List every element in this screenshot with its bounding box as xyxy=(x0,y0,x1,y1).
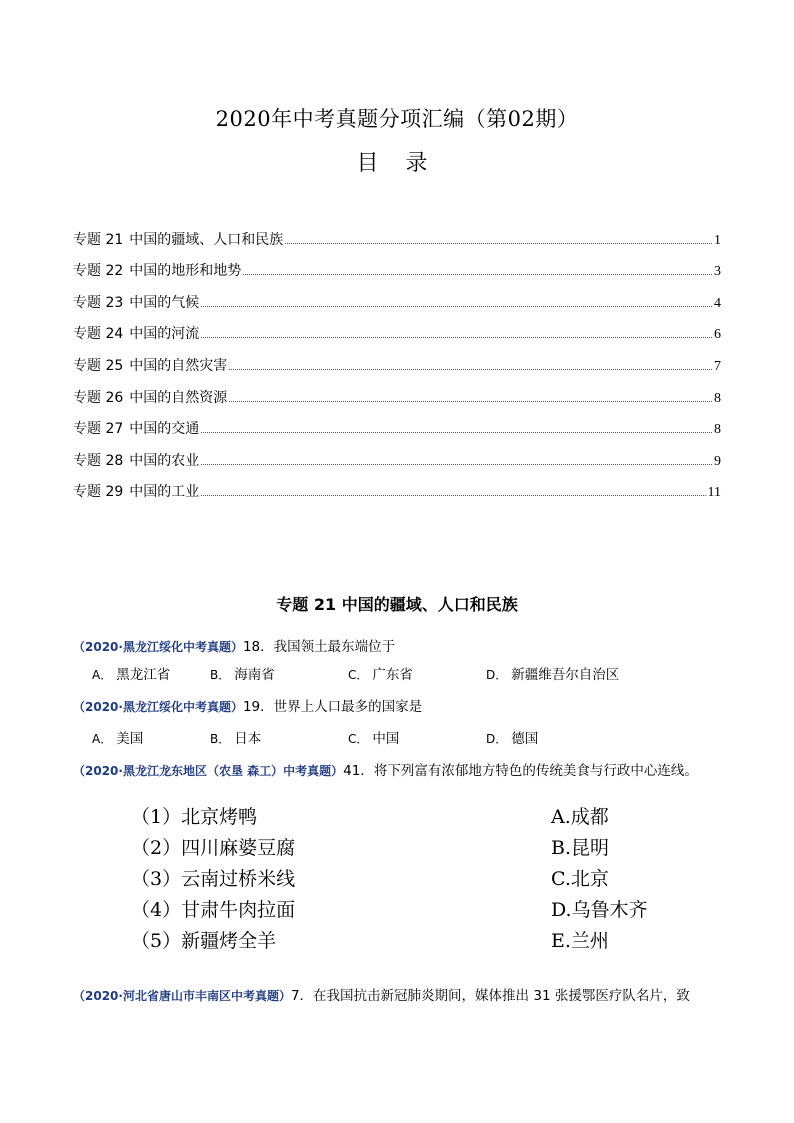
toc-entry-number: 专题 24 xyxy=(73,326,124,343)
answer-option[interactable] xyxy=(486,727,538,747)
matching-left-item[interactable]: （3）云南过桥米线 xyxy=(131,868,296,890)
matching-row xyxy=(131,895,691,926)
toc-entry-number: 专题 25 xyxy=(73,357,124,374)
toc-leader-dots xyxy=(201,432,712,433)
option-letter: D． xyxy=(486,732,508,746)
toc-leader-dots xyxy=(201,495,705,496)
option-text: 黑龙江省 xyxy=(116,667,171,683)
question-source: （2020·黑龙江绥化中考真题） xyxy=(73,700,243,714)
toc-entry[interactable] xyxy=(73,438,721,470)
toc-entry-title: 中国的疆域、人口和民族 xyxy=(129,231,284,248)
toc-leader-dots xyxy=(229,369,712,370)
toc-entry-title: 中国的自然资源 xyxy=(129,389,228,406)
option-text: 海南省 xyxy=(234,667,275,683)
toc-entry-number: 专题 27 xyxy=(73,421,124,438)
toc-leader-dots xyxy=(285,243,712,244)
section-heading: 专题 21 中国的疆域、人口和民族 xyxy=(276,595,518,614)
option-text: 美国 xyxy=(116,731,144,747)
question-text: 19．世界上人口最多的国家是 xyxy=(242,699,423,715)
answer-option[interactable] xyxy=(210,727,261,747)
question-text: 41．将下列富有浓郁地方特色的传统美食与行政中心连线。 xyxy=(343,763,698,779)
answer-option[interactable] xyxy=(210,663,275,683)
option-letter: A． xyxy=(92,732,113,746)
option-text: 德国 xyxy=(511,731,539,747)
toc-entry[interactable] xyxy=(73,217,721,249)
toc-entry[interactable] xyxy=(73,375,721,407)
question-text: 7．在我国抗击新冠肺炎期间，媒体推出 31 张援鄂医疗队名片，致 xyxy=(290,988,690,1004)
matching-left-item[interactable]: （4）甘肃牛肉拉面 xyxy=(131,899,296,921)
toc-leader-dots xyxy=(243,274,712,275)
toc-entry[interactable] xyxy=(73,407,721,439)
question-stem xyxy=(73,695,422,715)
toc-leader-dots xyxy=(201,337,712,338)
toc-entry[interactable] xyxy=(73,343,721,375)
toc-entry-number: 专题 23 xyxy=(73,294,124,311)
matching-left-item[interactable]: （5）新疆烤全羊 xyxy=(131,930,277,952)
toc-leader-dots xyxy=(229,401,712,402)
toc-entry-number: 专题 29 xyxy=(73,484,124,501)
toc-entry-title: 中国的工业 xyxy=(129,484,200,501)
toc-entry[interactable] xyxy=(73,470,721,502)
toc-entry-title: 中国的交通 xyxy=(129,421,200,438)
matching-right-item[interactable]: C.北京 xyxy=(551,868,609,890)
toc-entry-number: 专题 26 xyxy=(73,389,124,406)
toc-entry[interactable] xyxy=(73,280,721,312)
answer-option[interactable] xyxy=(348,727,399,747)
option-letter: D． xyxy=(486,668,508,682)
option-text: 中国 xyxy=(372,731,400,747)
option-letter: C． xyxy=(348,668,369,682)
option-letter: A． xyxy=(92,668,113,682)
toc-entry-page: 8 xyxy=(714,390,721,406)
toc-entry[interactable] xyxy=(73,312,721,344)
option-text: 广东省 xyxy=(372,667,413,683)
matching-right-item[interactable]: A.成都 xyxy=(551,806,609,828)
toc-entry-title: 中国的地形和地势 xyxy=(129,263,242,280)
matching-left-item[interactable]: （1）北京烤鸭 xyxy=(131,806,258,828)
option-letter: B． xyxy=(210,732,231,746)
question-stem xyxy=(73,635,395,655)
toc-entry-page: 3 xyxy=(714,264,721,280)
option-text: 新疆维吾尔自治区 xyxy=(511,667,620,683)
toc-heading: 目 录 xyxy=(356,151,438,176)
toc-leader-dots xyxy=(201,464,712,465)
toc-entry-page: 1 xyxy=(714,232,721,248)
toc-entry-page: 4 xyxy=(714,295,721,311)
answer-option[interactable] xyxy=(92,727,143,747)
answer-option[interactable] xyxy=(486,663,619,683)
answer-option[interactable] xyxy=(348,663,413,683)
toc-entry-number: 专题 21 xyxy=(73,231,124,248)
toc-entry-page: 6 xyxy=(714,327,721,343)
toc-entry-page: 8 xyxy=(714,422,721,438)
toc-entry-title: 中国的气候 xyxy=(129,294,200,311)
toc-entry-title: 中国的河流 xyxy=(129,326,200,343)
matching-right-item[interactable]: E.兰州 xyxy=(551,930,609,952)
question-source: （2020·河北省唐山市丰南区中考真题） xyxy=(73,989,291,1003)
matching-row xyxy=(131,802,691,833)
option-letter: B． xyxy=(210,668,231,682)
toc-entry-title: 中国的农业 xyxy=(129,452,200,469)
toc-entry-page: 7 xyxy=(714,358,721,374)
toc-entry-title: 中国的自然灾害 xyxy=(129,357,228,374)
toc-entry-page: 9 xyxy=(714,453,721,469)
option-text: 日本 xyxy=(234,731,262,747)
question-text: 18．我国领土最东端位于 xyxy=(242,639,396,655)
toc-entry-page: 11 xyxy=(707,485,721,501)
matching-row xyxy=(131,926,691,957)
toc-leader-dots xyxy=(201,306,712,307)
question-stem xyxy=(73,759,698,779)
toc-entry-number: 专题 28 xyxy=(73,452,124,469)
answer-option[interactable] xyxy=(92,663,170,683)
table-of-contents xyxy=(73,217,721,501)
question-source: （2020·黑龙江龙东地区（农垦 森工）中考真题） xyxy=(73,764,344,778)
toc-entry[interactable] xyxy=(73,249,721,281)
matching-row xyxy=(131,833,691,864)
matching-right-item[interactable]: D.乌鲁木齐 xyxy=(551,899,648,921)
option-letter: C． xyxy=(348,732,369,746)
matching-right-item[interactable]: B.昆明 xyxy=(551,837,610,859)
question-stem xyxy=(73,984,690,1004)
matching-left-item[interactable]: （2）四川麻婆豆腐 xyxy=(131,837,296,859)
question-source: （2020·黑龙江绥化中考真题） xyxy=(73,640,243,654)
matching-row xyxy=(131,864,691,895)
document-title: 2020年中考真题分项汇编（第02期） xyxy=(215,107,579,131)
toc-entry-number: 专题 22 xyxy=(73,263,124,280)
